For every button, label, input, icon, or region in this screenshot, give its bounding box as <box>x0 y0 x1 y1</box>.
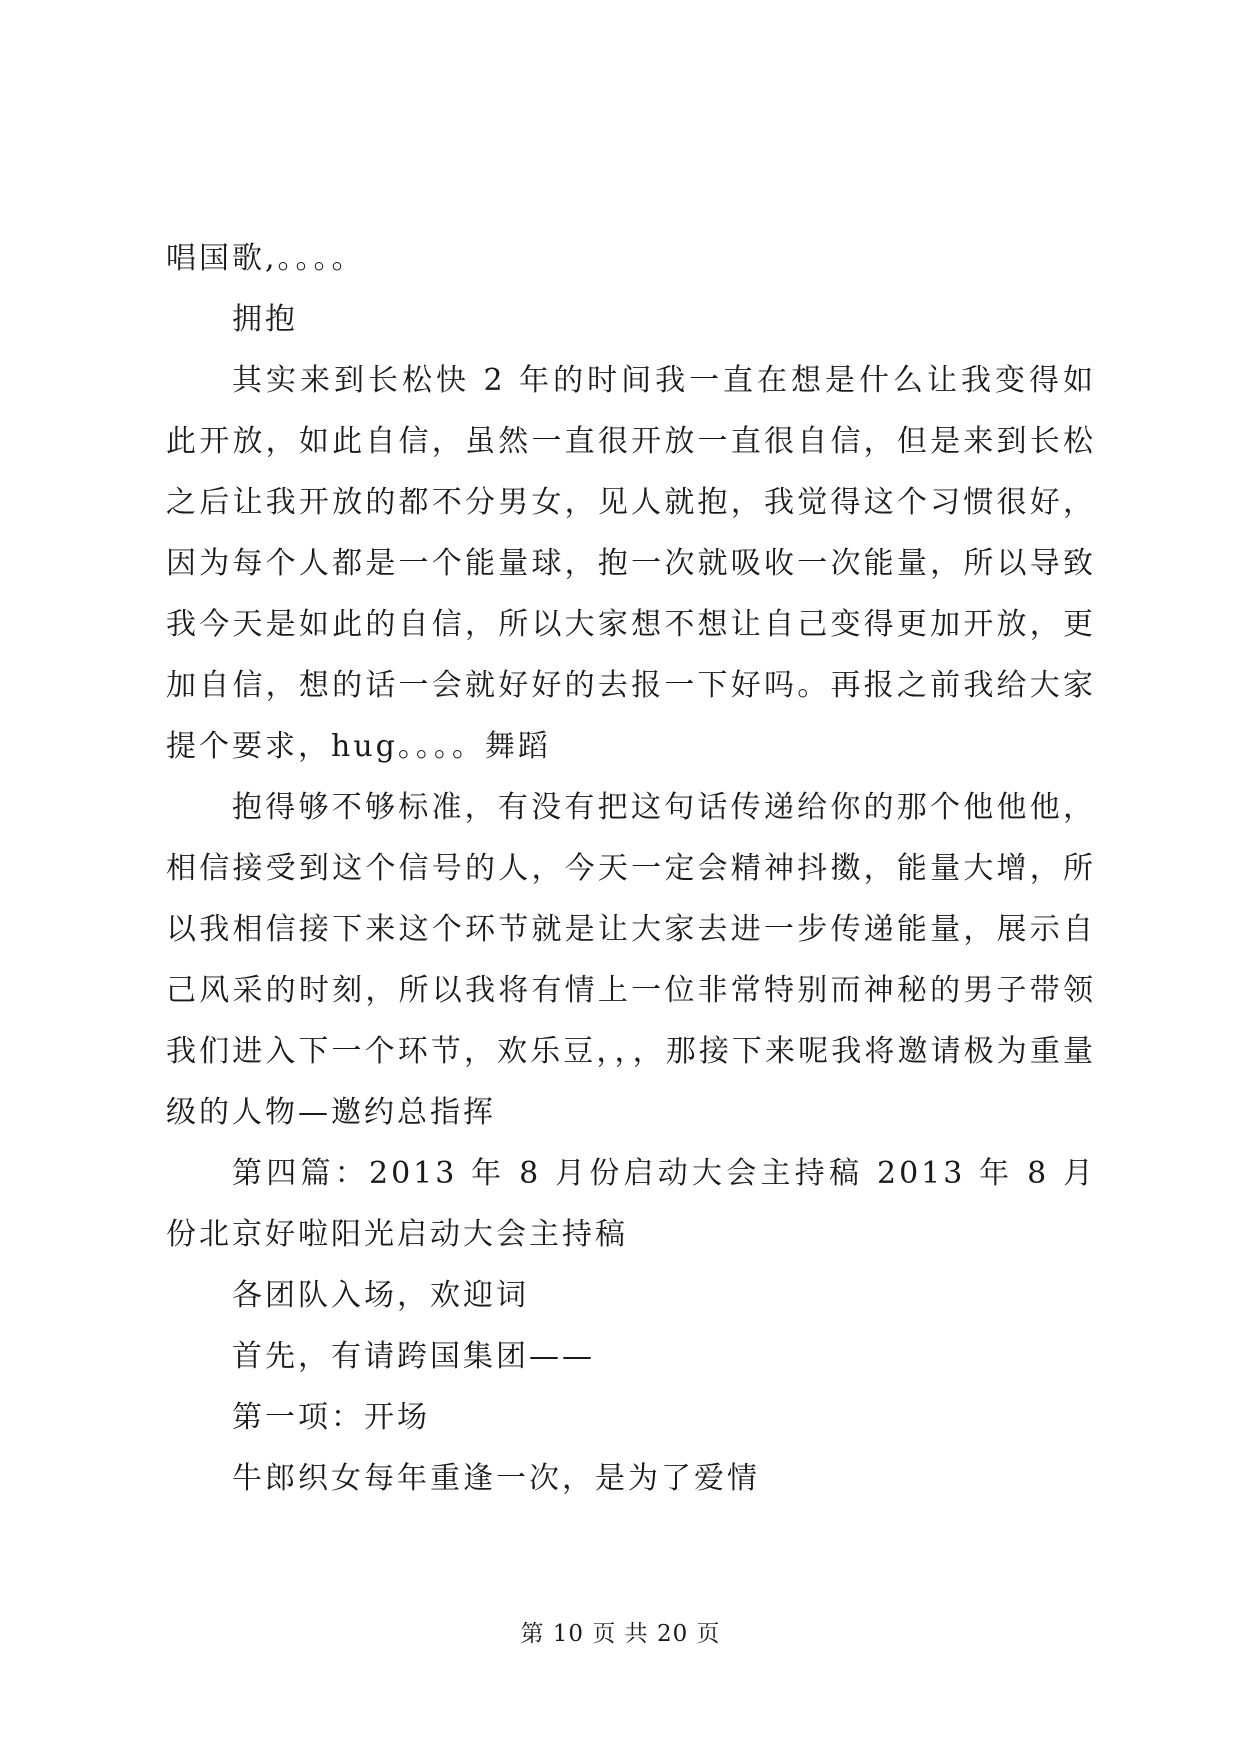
paragraph: 各团队入场，欢迎词 <box>232 1278 529 1313</box>
paragraph: 第四篇：2013 年 8 月份启动大会主持稿 2013 年 8 月份北京好啦阳光启动大会主持稿 <box>166 1156 1096 1252</box>
paragraph: 拥抱 <box>232 302 298 337</box>
document-body <box>166 228 1096 1509</box>
paragraph: 首先，有请跨国集团—— <box>232 1339 595 1374</box>
paragraph: 牛郎织女每年重逢一次，是为了爱情 <box>232 1461 760 1496</box>
paragraph: 唱国歌,。。。。 <box>166 241 365 276</box>
paragraph: 第一项：开场 <box>232 1400 430 1435</box>
paragraph: 抱得够不够标准，有没有把这句话传递给你的那个他他他，相信接受到这个信号的人，今天一定会精神抖擞，能量大增，所以我相信接下来这个环节就是让大家去进一步传递能量，展示自己风采的时刻，所以我将有情上一位非常特别而神秘的男子带领我们进入下一个环节，欢乐豆，，，那接下来呢我将邀请极为重量级的人物—邀约总指挥 <box>166 790 1096 1130</box>
page-number-footer: 第 10 页 共 20 页 <box>520 1621 721 1647</box>
paragraph: 其实来到长松快 2 年的时间我一直在想是什么让我变得如此开放，如此自信，虽然一直很开放一直很自信，但是来到长松之后让我开放的都不分男女，见人就抱，我觉得这个习惯很好，因为每个人都是一个能量球，抱一次就吸收一次能量，所以导致我今天是如此的自信，所以大家想不想让自己变得更加开放，更加自信，想的话一会就好好的去报一下好吗。再报之前我给大家提个要求，hug。。。。舞蹈 <box>166 363 1096 764</box>
